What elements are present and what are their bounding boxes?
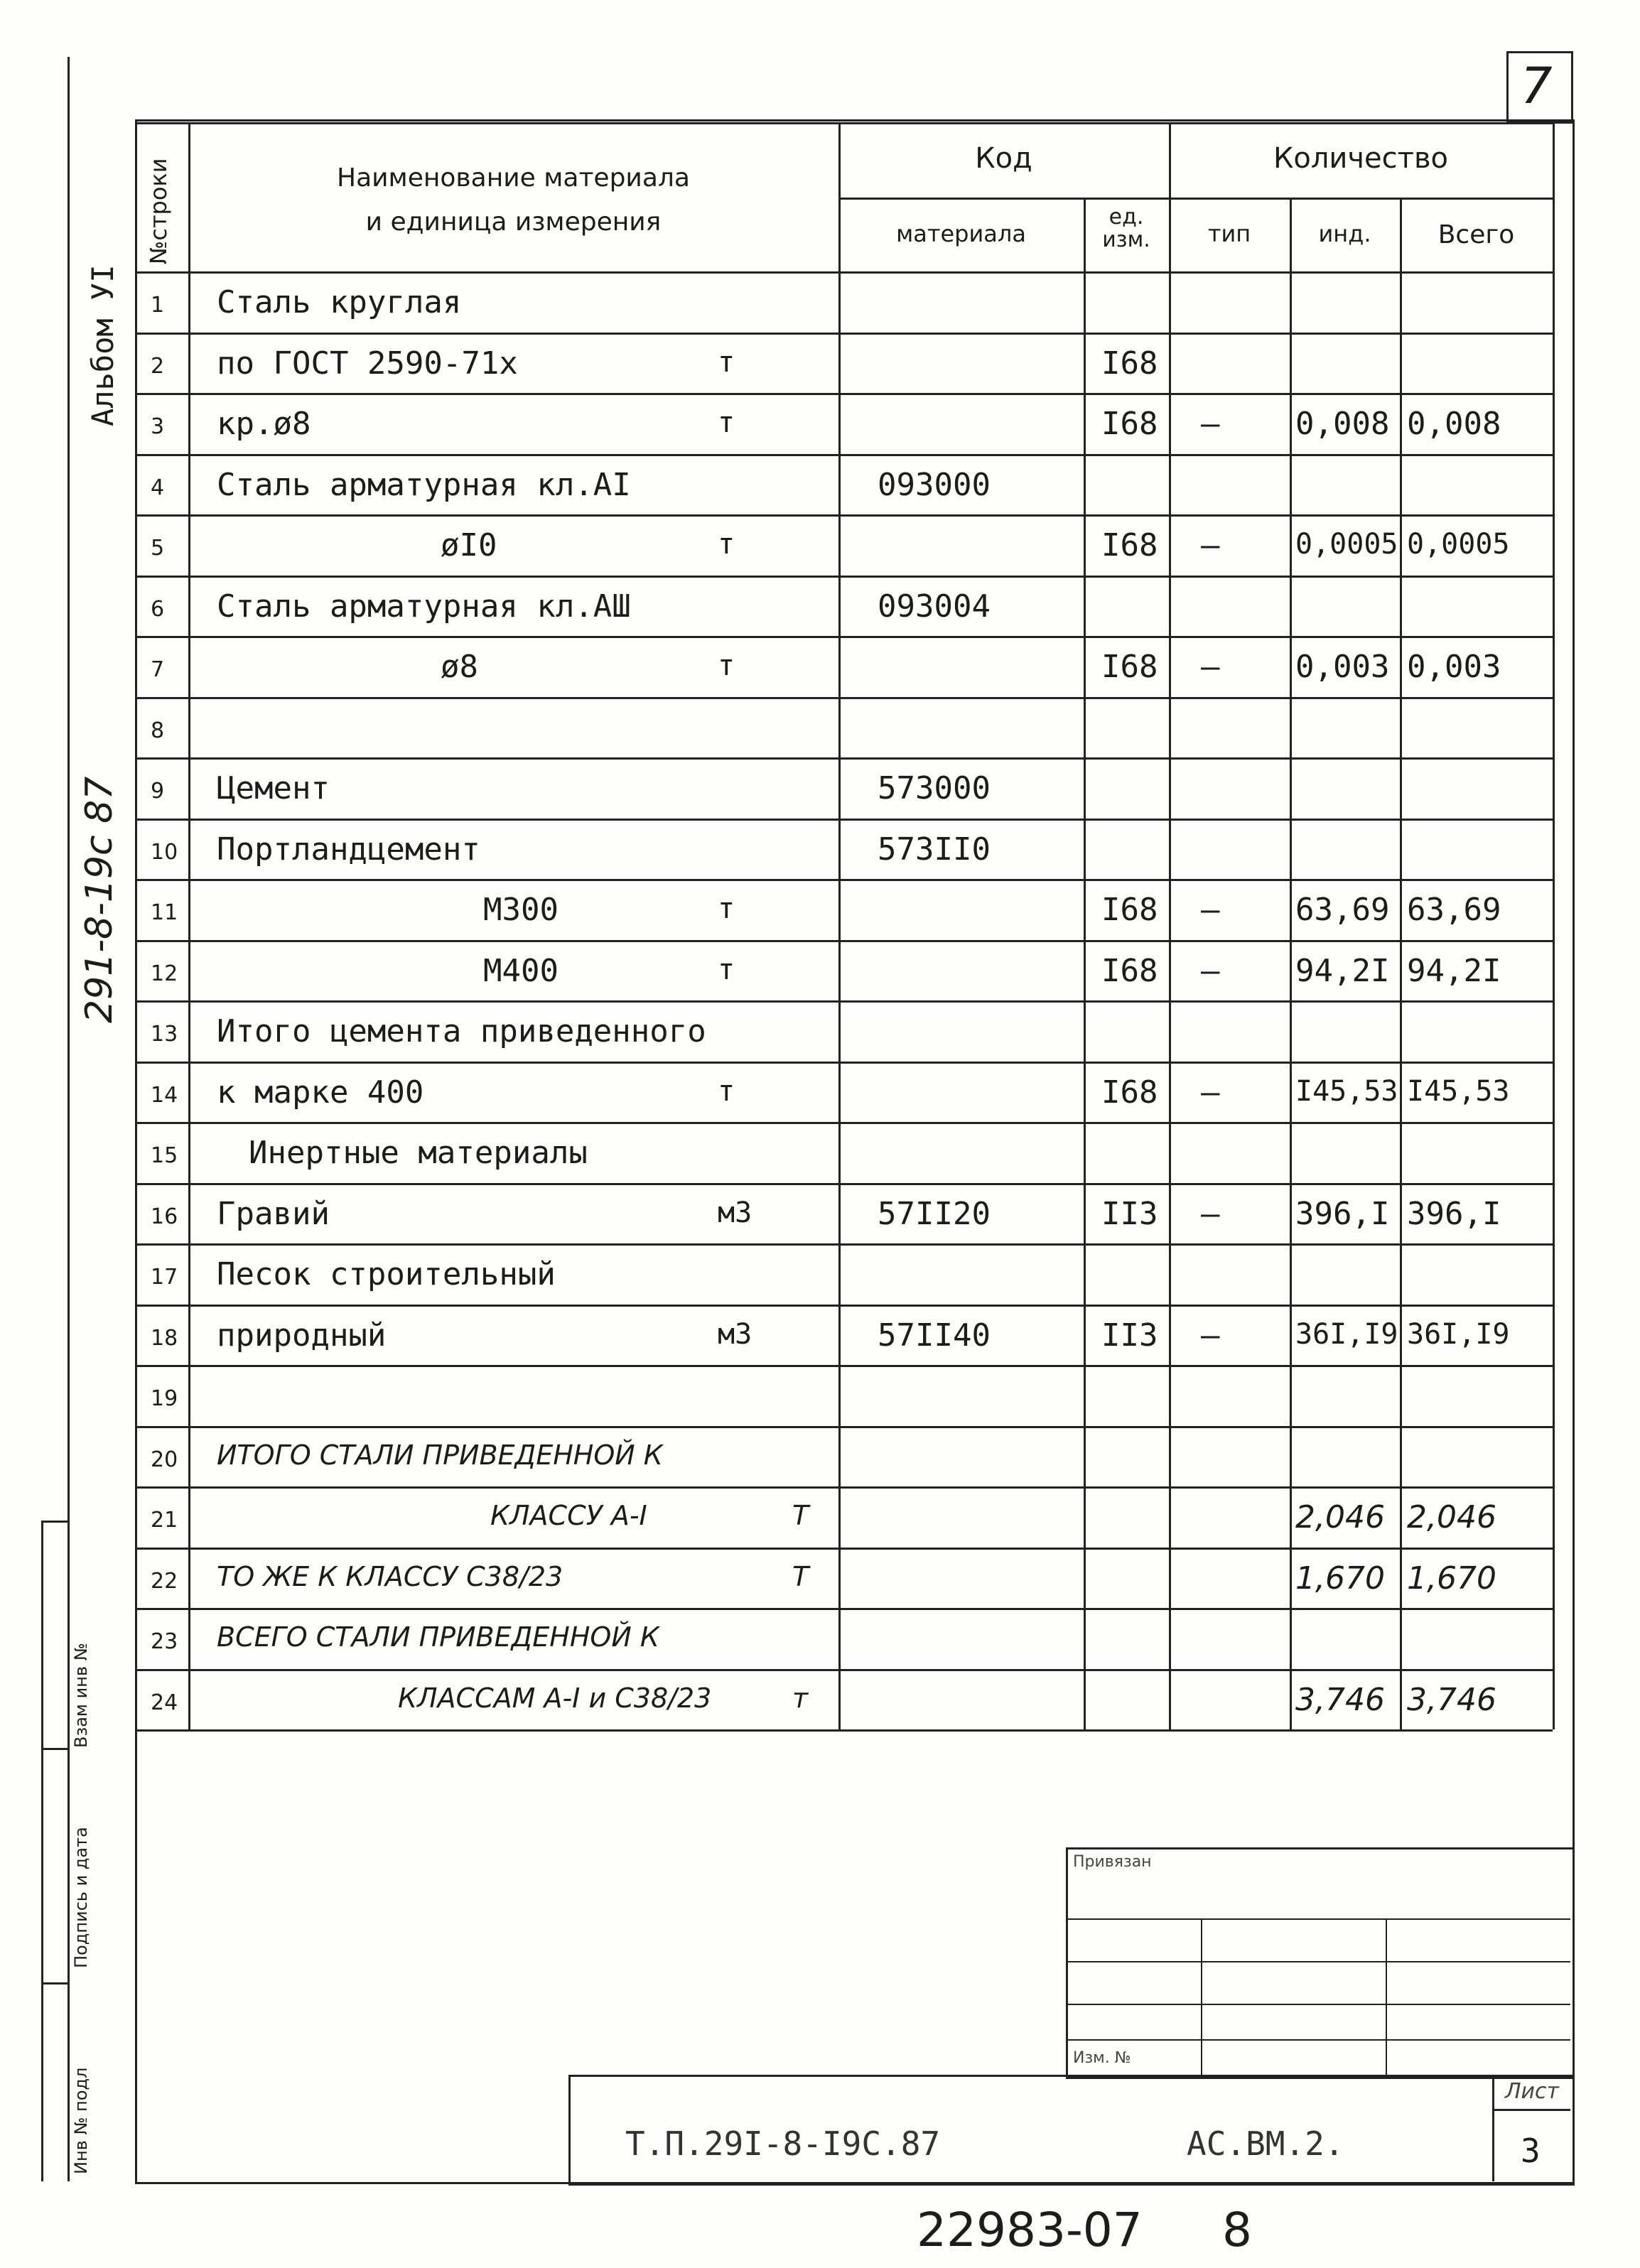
material-name: Инертные материалы xyxy=(249,1135,588,1171)
material-name: ИТОГО СТАЛИ ПРИВЕДЕННОЙ К xyxy=(217,1439,663,1471)
row-line xyxy=(135,1486,1553,1489)
row-number: 20 xyxy=(151,1447,178,1472)
row-line xyxy=(135,576,1553,578)
row-line xyxy=(135,333,1553,335)
row-number: 23 xyxy=(151,1629,178,1654)
bottom-suffix: 8 xyxy=(1222,2203,1252,2257)
header-row-number: №строки xyxy=(145,158,172,264)
stamp-sheet-divider xyxy=(1492,2075,1494,2181)
header-kod: Код xyxy=(975,142,1032,175)
eu-code: II3 xyxy=(1101,1317,1158,1354)
qty-ind: 94,2I xyxy=(1295,952,1390,989)
qty-ind: 1,670 xyxy=(1295,1560,1385,1597)
row-number: 3 xyxy=(151,414,165,439)
header-quantity: Количество xyxy=(1273,142,1448,175)
row-number: 11 xyxy=(151,900,178,925)
row-number: 1 xyxy=(151,293,165,318)
row-number: 10 xyxy=(151,839,178,865)
bottom-number: 22983-07 xyxy=(917,2203,1143,2257)
col-line xyxy=(1400,198,1402,1729)
material-code: 57II40 xyxy=(878,1317,991,1354)
sheet-label: Лист xyxy=(1505,2079,1560,2104)
inv-podl-label: Инв № подл xyxy=(71,2067,91,2174)
signature-date-label: Подпись и дата xyxy=(71,1827,91,1968)
header-q-ind: инд. xyxy=(1318,220,1371,247)
qty-total: 0,0005 xyxy=(1407,528,1510,561)
row-line xyxy=(135,757,1553,760)
qty-total: I45,53 xyxy=(1407,1074,1510,1108)
material-name: Итого цемента приведенного xyxy=(217,1013,706,1049)
eu-code: I68 xyxy=(1101,406,1158,442)
priv-col-1 xyxy=(1201,1918,1202,2075)
row-line xyxy=(135,1729,1553,1732)
inv-vzam-label: Взам инв № xyxy=(71,1643,91,1748)
material-code: 573II0 xyxy=(878,831,991,868)
row-line xyxy=(135,1365,1553,1367)
row-line xyxy=(135,940,1553,942)
row-number: 4 xyxy=(151,475,165,500)
header-kod-unit: ед. изм. xyxy=(1102,205,1150,252)
row-line xyxy=(135,636,1553,638)
row-line xyxy=(135,1305,1553,1307)
material-name: природный xyxy=(217,1317,387,1354)
qty-total: 63,69 xyxy=(1407,892,1501,928)
qty-ind: 0,008 xyxy=(1295,406,1390,442)
row-number: 2 xyxy=(151,353,165,379)
row-line xyxy=(135,1243,1553,1246)
album-label: Альбом УI xyxy=(85,264,120,426)
material-unit: т xyxy=(718,406,735,439)
row-line xyxy=(135,1548,1553,1550)
material-code: 573000 xyxy=(878,770,991,806)
qty-total: 0,008 xyxy=(1407,406,1501,442)
priv-line-4 xyxy=(1066,2039,1570,2041)
privyazka-block xyxy=(1066,1847,1575,2079)
material-code: 093000 xyxy=(878,466,991,503)
row-line xyxy=(135,819,1553,821)
material-unit: Т xyxy=(792,1500,809,1531)
material-unit: т xyxy=(718,345,735,379)
col-line xyxy=(188,122,190,1729)
priv-line-3 xyxy=(1066,2004,1570,2005)
material-name: КЛАССАМ А-I и С38/23 xyxy=(398,1682,712,1714)
row-line xyxy=(135,454,1553,456)
qty-total: 1,670 xyxy=(1407,1560,1496,1597)
priv-line-1 xyxy=(1066,1918,1570,1920)
row-line xyxy=(135,1183,1553,1185)
qty-total: 396,I xyxy=(1407,1195,1501,1232)
row-line xyxy=(135,1608,1553,1610)
material-name: кр.ø8 xyxy=(217,406,311,442)
qty-ind: 2,046 xyxy=(1295,1499,1385,1535)
row-line xyxy=(135,1426,1553,1428)
qty-tip: – xyxy=(1201,892,1220,928)
row-number: 14 xyxy=(151,1082,178,1108)
page-number: 7 xyxy=(1521,57,1553,115)
qty-tip: – xyxy=(1201,527,1220,563)
qty-tip: – xyxy=(1201,1195,1220,1232)
row-number: 18 xyxy=(151,1325,178,1351)
material-name: ВСЕГО СТАЛИ ПРИВЕДЕННОЙ К xyxy=(217,1621,659,1653)
qty-ind: 36I,I9 xyxy=(1295,1317,1398,1351)
header-kod-material: материала xyxy=(896,220,1026,247)
qty-tip: – xyxy=(1201,1317,1220,1354)
qty-total: 94,2I xyxy=(1407,952,1501,989)
material-name: по ГОСТ 2590-71х xyxy=(217,345,518,382)
row-number: 19 xyxy=(151,1386,178,1411)
row-number: 22 xyxy=(151,1568,178,1594)
material-name: øI0 xyxy=(441,527,497,563)
material-unit: т xyxy=(718,953,735,986)
eu-code: I68 xyxy=(1101,527,1158,563)
row-number: 21 xyxy=(151,1508,178,1533)
row-line xyxy=(135,1669,1553,1671)
row-line xyxy=(135,1000,1553,1003)
qty-tip: – xyxy=(1201,1074,1220,1111)
qty-ind: 396,I xyxy=(1295,1195,1390,1232)
table-top-line xyxy=(135,122,1553,124)
qty-total: 36I,I9 xyxy=(1407,1317,1510,1351)
row-line xyxy=(135,1122,1553,1124)
material-name: КЛАССУ А-I xyxy=(490,1500,647,1531)
qty-tip: – xyxy=(1201,406,1220,442)
material-unit: т xyxy=(718,892,735,925)
qty-ind: 3,746 xyxy=(1295,1681,1385,1718)
eu-code: I68 xyxy=(1101,345,1158,382)
col-line xyxy=(1290,198,1292,1729)
privyazan-label: Привязан xyxy=(1073,1853,1152,1871)
row-number: 7 xyxy=(151,657,165,682)
material-unit: Т xyxy=(792,1560,809,1592)
material-unit: т xyxy=(718,1074,735,1108)
eu-code: I68 xyxy=(1101,1074,1158,1111)
row-number: 6 xyxy=(151,596,165,622)
material-unit: т xyxy=(718,649,735,682)
project-side-label: 291-8-19с 87 xyxy=(78,776,121,1023)
material-name: к марке 400 xyxy=(217,1074,424,1111)
material-name: М400 xyxy=(483,952,559,989)
priv-col-2 xyxy=(1386,1918,1387,2075)
qty-ind: I45,53 xyxy=(1295,1074,1398,1108)
sheet-number: 3 xyxy=(1521,2132,1541,2170)
col-line xyxy=(1553,122,1555,1729)
material-name: Сталь арматурная кл.АI xyxy=(217,466,631,503)
eu-code: I68 xyxy=(1101,892,1158,928)
row-line xyxy=(135,393,1553,395)
row-number: 12 xyxy=(151,961,178,986)
qty-total: 2,046 xyxy=(1407,1499,1496,1535)
row-line xyxy=(135,514,1553,517)
row-number: 24 xyxy=(151,1690,178,1715)
header-q-total: Всего xyxy=(1437,220,1515,249)
header-name-line1: Наименование материала xyxy=(337,163,690,193)
row-number: 8 xyxy=(151,718,165,743)
doc-section: АС.ВМ.2. xyxy=(1187,2124,1344,2163)
qty-total: 0,003 xyxy=(1407,649,1501,685)
qty-ind: 0,0005 xyxy=(1295,528,1398,561)
material-name: Песок строительный xyxy=(217,1256,556,1292)
header-q-tip: тип xyxy=(1207,220,1251,247)
col-line xyxy=(1084,198,1086,1729)
material-name: ТО ЖЕ К КЛАССУ С38/23 xyxy=(217,1560,563,1592)
material-unit: т xyxy=(718,528,735,561)
row-line xyxy=(135,697,1553,699)
material-name: ø8 xyxy=(441,649,478,685)
header-mid-line xyxy=(838,198,1553,200)
stamp-sheet-line xyxy=(1492,2109,1570,2111)
header-name-line2: и единица измерения xyxy=(365,207,662,237)
col-line xyxy=(135,122,137,1729)
col-line xyxy=(838,122,841,1729)
row-number: 5 xyxy=(151,536,165,561)
material-name: Гравий xyxy=(217,1195,330,1232)
row-line xyxy=(135,879,1553,881)
material-name: М300 xyxy=(483,892,559,928)
qty-tip: – xyxy=(1201,649,1220,685)
material-name: Цемент xyxy=(217,770,330,806)
eu-code: I68 xyxy=(1101,649,1158,685)
row-number: 15 xyxy=(151,1143,178,1168)
material-code: 57II20 xyxy=(878,1195,991,1232)
row-line xyxy=(135,271,1553,274)
eu-code: II3 xyxy=(1101,1195,1158,1232)
material-unit: м3 xyxy=(718,1317,752,1351)
row-number: 9 xyxy=(151,779,165,804)
qty-tip: – xyxy=(1201,952,1220,989)
col-line xyxy=(1169,122,1171,1729)
priv-line-2 xyxy=(1066,1961,1570,1962)
row-number: 13 xyxy=(151,1022,178,1047)
material-unit: м3 xyxy=(718,1196,752,1229)
izm-label: Изм. № xyxy=(1073,2049,1131,2067)
material-name: Сталь арматурная кл.АШ xyxy=(217,588,631,625)
row-number: 17 xyxy=(151,1265,178,1290)
material-name: Сталь круглая xyxy=(217,284,462,320)
material-name: Портландцемент xyxy=(217,831,480,868)
row-line xyxy=(135,1062,1553,1064)
qty-total: 3,746 xyxy=(1407,1681,1496,1718)
qty-ind: 0,003 xyxy=(1295,649,1390,685)
doc-code: Т.П.29I-8-I9С.87 xyxy=(625,2124,941,2163)
row-number: 16 xyxy=(151,1204,178,1229)
eu-code: I68 xyxy=(1101,952,1158,989)
material-code: 093004 xyxy=(878,588,991,625)
material-unit: т xyxy=(792,1682,809,1714)
qty-ind: 63,69 xyxy=(1295,892,1390,928)
